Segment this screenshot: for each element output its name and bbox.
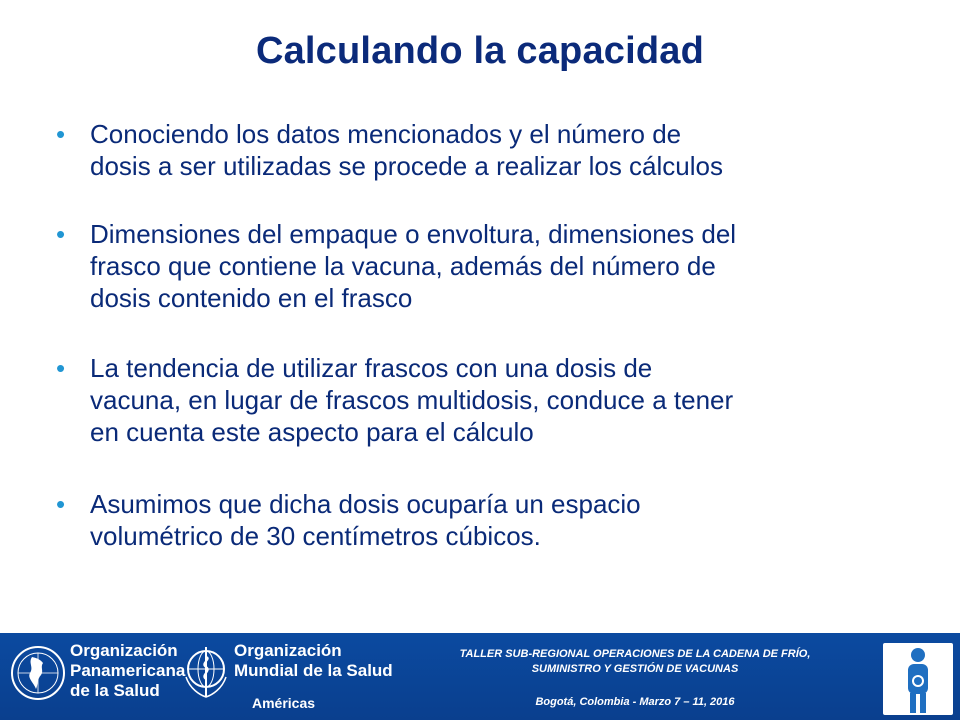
- who-name: [234, 641, 393, 681]
- bullet-line: en cuenta este aspecto para el cálculo: [90, 417, 534, 447]
- paho-name-line: Organización: [70, 641, 178, 660]
- bullet-dot-icon: •: [56, 119, 66, 149]
- workshop-title-line: TALLER SUB-REGIONAL OPERACIONES DE LA CADENA DE FRÍO,: [459, 648, 811, 660]
- bullet-line: Dimensiones del empaque o envoltura, dimensiones del: [90, 219, 737, 249]
- bullet-dot-icon: •: [56, 353, 66, 383]
- paho-emblem-icon: [10, 645, 66, 701]
- mother-child-icon: [883, 643, 953, 715]
- workshop-location-date: Bogotá, Colombia - Marzo 7 – 11, 2016: [535, 696, 735, 708]
- slide-title: Calculando la capacidad: [255, 30, 705, 72]
- bullet-line: frasco que contiene la vacuna, además del número de: [90, 251, 716, 281]
- footer-banner: [0, 633, 960, 720]
- bullet-dot-icon: •: [56, 219, 66, 249]
- bullet-line: dosis contenido en el frasco: [90, 283, 413, 313]
- bullet-item-1: [56, 118, 723, 182]
- who-name-line: Organización: [234, 641, 342, 660]
- workshop-title-line: SUMINISTRO Y GESTIÓN DE VACUNAS: [531, 663, 739, 675]
- bullet-line: Asumimos que dicha dosis ocuparía un espacio: [90, 489, 641, 519]
- bullet-line: Conociendo los datos mencionados y el número de: [90, 119, 682, 149]
- bullet-line: La tendencia de utilizar frascos con una dosis de: [90, 353, 653, 383]
- bullet-dot-icon: •: [56, 489, 66, 519]
- paho-name: [70, 641, 185, 701]
- mother-child-icon-box: [883, 643, 953, 715]
- bullet-item-4: [56, 488, 641, 552]
- workshop-title: [400, 647, 870, 677]
- who-emblem-icon: [180, 643, 232, 703]
- bullet-item-2: [56, 218, 736, 314]
- bullet-line: vacuna, en lugar de frascos multidosis, conduce a tener: [90, 385, 734, 415]
- bullet-item-3: [56, 352, 733, 448]
- bullet-line: dosis a ser utilizadas se procede a realizar los cálculos: [90, 151, 723, 181]
- who-region: Américas: [252, 695, 316, 711]
- paho-name-line: Panamericana: [70, 661, 186, 680]
- who-name-line: Mundial de la Salud: [234, 661, 393, 680]
- bullet-line: volumétrico de 30 centímetros cúbicos.: [90, 521, 541, 551]
- paho-name-line: de la Salud: [70, 681, 160, 700]
